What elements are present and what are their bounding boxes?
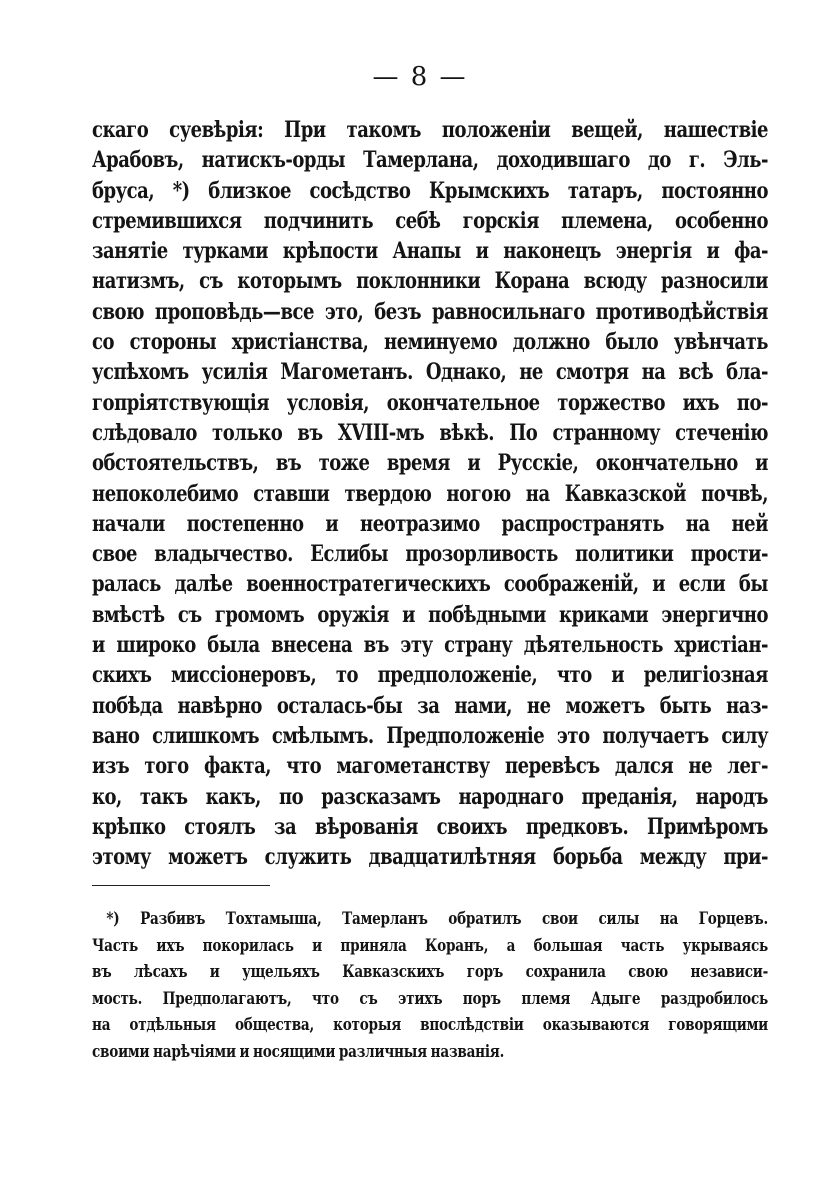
text-line: изъ того факта, что магометанству перевѣсъ дался не лег-	[92, 753, 768, 780]
footnote-divider	[92, 885, 270, 886]
text-line: гопріятствующія условія, окончательное торжество ихъ по-	[92, 389, 768, 416]
text-line: вмѣстѣ съ громомъ оружія и побѣдными криками энергично	[92, 601, 768, 628]
text-line: со стороны христіанства, неминуемо должно было увѣнчать	[92, 329, 768, 356]
text-line: крѣпко стоялъ за вѣрованія своихъ предковъ. Примѣромъ	[92, 813, 768, 840]
text-line: Арабовъ, натискъ-орды Тамерлана, доходившаго до г. Эль-	[92, 147, 768, 174]
text-line: ко, такъ какъ, по разсказамъ народнаго преданія, народъ	[92, 783, 768, 810]
text-line: скихъ миссіонеровъ, то предположеніе, что и религіозная	[92, 662, 768, 689]
text-line: свою проповѣдь—все это, безъ равносильнаго противодѣйствія	[92, 298, 768, 325]
text-line: свое владычество. Еслибы прозорливость политики прости-	[92, 541, 768, 568]
footnote-line: Часть ихъ покорилась и приняла Коранъ, а большая часть укрываясь	[92, 935, 768, 956]
text-line: скаго суевѣрія: При такомъ положеніи вещей, нашествіе	[92, 117, 768, 143]
footnote-block	[92, 906, 768, 1065]
text-line: натизмъ, съ которымъ поклонники Корана всюду разносили	[92, 268, 768, 295]
text-line: непоколебимо ставши твердою ногою на Кавказской почвѣ,	[92, 480, 768, 507]
footnote-line: въ лѣсахъ и ущельяхъ Кавказскихъ горъ сохранила свою независи-	[92, 962, 768, 982]
page-number: — 8 —	[372, 62, 468, 92]
main-text-block	[92, 115, 768, 872]
text-line: этому можетъ служить двадцатилѣтняя борьба между при-	[92, 844, 768, 871]
footnote-line: мость. Предполагаютъ, что съ этихъ поръ племя Адыге раздробилось	[92, 988, 768, 1009]
text-line: начали постепенно и неотразимо распространять на ней	[92, 510, 768, 537]
text-line: вано слишкомъ смѣлымъ. Предположеніе это получаетъ силу	[92, 722, 768, 749]
footnote-line: на отдѣльныя общества, которыя впослѣдствіи оказываются говорящими	[92, 1015, 768, 1035]
text-line: занятіе турками крѣпости Анапы и наконецъ энергія и фа-	[92, 238, 768, 265]
text-line: побѣда навѣрно осталась-бы за нами, не можетъ быть наз-	[92, 692, 768, 719]
text-line: и широко была внесена въ эту страну дѣятельность христіан-	[92, 632, 768, 659]
text-line: стремившихся подчинить себѣ горскія племена, особенно	[92, 207, 768, 234]
text-line: ралась далѣе военностратегическихъ соображеній, и если бы	[92, 571, 768, 598]
text-line: бруса, *) близкое сосѣдство Крымскихъ татаръ, постоянно	[92, 177, 768, 204]
footnote-line: своими нарѣчіями и носящими различныя названія.	[92, 1041, 505, 1062]
text-line: слѣдовало только въ XVIII-мъ вѣкѣ. По странному стеченію	[92, 419, 768, 446]
text-line: обстоятельствъ, въ тоже время и Русскіе, окончательно и	[92, 450, 768, 477]
text-line: успѣхомъ усилія Магометанъ. Однако, не смотря на всѣ бла-	[92, 359, 768, 386]
footnote-line: *) Разбивъ Тохтамыша, Тамерланъ обратилъ свои силы на Горцевъ.	[106, 909, 768, 929]
